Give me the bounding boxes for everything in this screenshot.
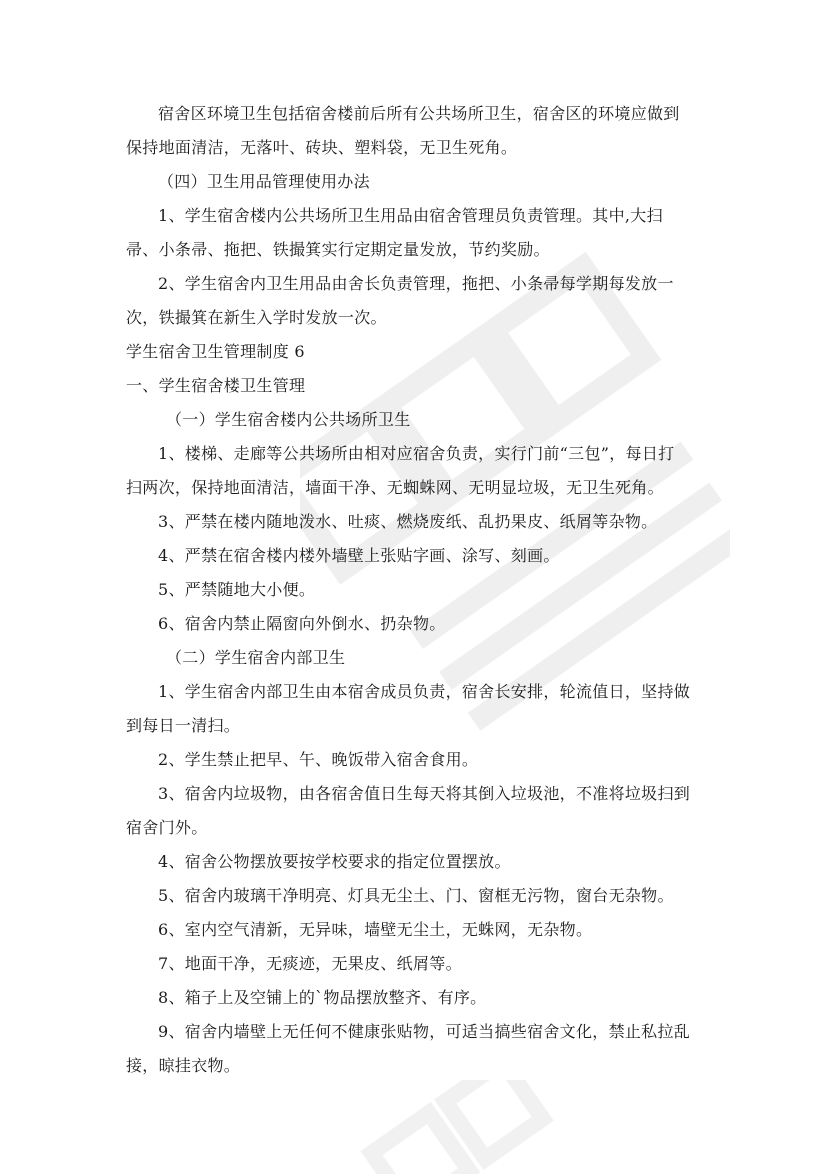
paragraph: 3、严禁在楼内随地泼水、吐痰、燃烧废纸、乱扔果皮、纸屑等杂物。 [158,512,658,531]
paragraph: 9、宿舍内墙壁上无任何不健康张贴物，可适当搞些宿舍文化，禁止私拉乱 [158,1022,691,1041]
paragraph: 5、严禁随地大小便。 [158,580,316,599]
paragraph-continuation: 宿舍门外。 [126,818,208,837]
paragraph: 7、地面干净，无痰迹，无果皮、纸屑等。 [158,954,462,973]
paragraph-continuation: 到每日一清扫。 [126,716,241,735]
paragraph-continuation: 接，晾挂衣物。 [126,1056,241,1075]
paragraph-continuation: 帚、小条帚、拖把、铁撮箕实行定期定量发放，节约奖励。 [126,240,550,259]
subsection-heading: （二）学生宿舍内部卫生 [166,648,346,667]
paragraph: 宿舍区环境卫生包括宿舍楼前后所有公共场所卫生，宿舍区的环境应做到 [158,104,680,123]
paragraph: 6、室内空气清新，无异味，墙壁无尘土，无蛛网，无杂物。 [158,920,593,939]
paragraph: 2、学生禁止把早、午、晚饭带入宿舍食用。 [158,750,479,769]
paragraph: 1、学生宿舍楼内公共场所卫生用品由宿舍管理员负责管理。其中,大扫 [158,206,663,225]
section-heading: 一、学生宿舍楼卫生管理 [126,376,306,395]
paragraph: 5、宿舍内玻璃干净明亮、灯具无尘土、门、窗框无污物，窗台无杂物。 [158,886,674,905]
document-title: 学生宿舍卫生管理制度 6 [126,342,305,361]
section-heading: （四）卫生用品管理使用办法 [158,172,370,191]
paragraph: 2、学生宿舍内卫生用品由舍长负责管理，拖把、小条帚每学期每发放一 [158,274,674,293]
paragraph-continuation: 次，铁撮箕在新生入学时发放一次。 [126,308,387,327]
paragraph: 4、严禁在宿舍楼内楼外墙壁上张贴字画、涂写、刻画。 [158,546,560,565]
document-body [126,97,706,1083]
paragraph: 8、箱子上及空铺上的`物品摆放整齐、有序。 [158,988,487,1007]
watermark-logo-bottom [360,1080,560,1174]
paragraph-continuation: 扫两次，保持地面清洁，墙面干净、无蜘蛛网、无明显垃圾，无卫生死角。 [126,478,664,497]
paragraph: 4、宿舍公物摆放要按学校要求的指定位置摆放。 [158,852,511,871]
paragraph: 1、楼梯、走廊等公共场所由相对应宿舍负责，实行门前“三包”，每日打 [158,444,675,463]
paragraph: 6、宿舍内禁止隔窗向外倒水、扔杂物。 [158,614,446,633]
subsection-heading: （一）学生宿舍楼内公共场所卫生 [166,410,411,429]
paragraph: 3、宿舍内垃圾物，由各宿舍值日生每天将其倒入垃圾池，不准将垃圾扫到 [158,784,691,803]
paragraph-continuation: 保持地面清洁，无落叶、砖块、塑料袋，无卫生死角。 [126,138,518,157]
paragraph: 1、学生宿舍内部卫生由本宿舍成员负责，宿舍长安排，轮流值日，坚持做 [158,682,691,701]
